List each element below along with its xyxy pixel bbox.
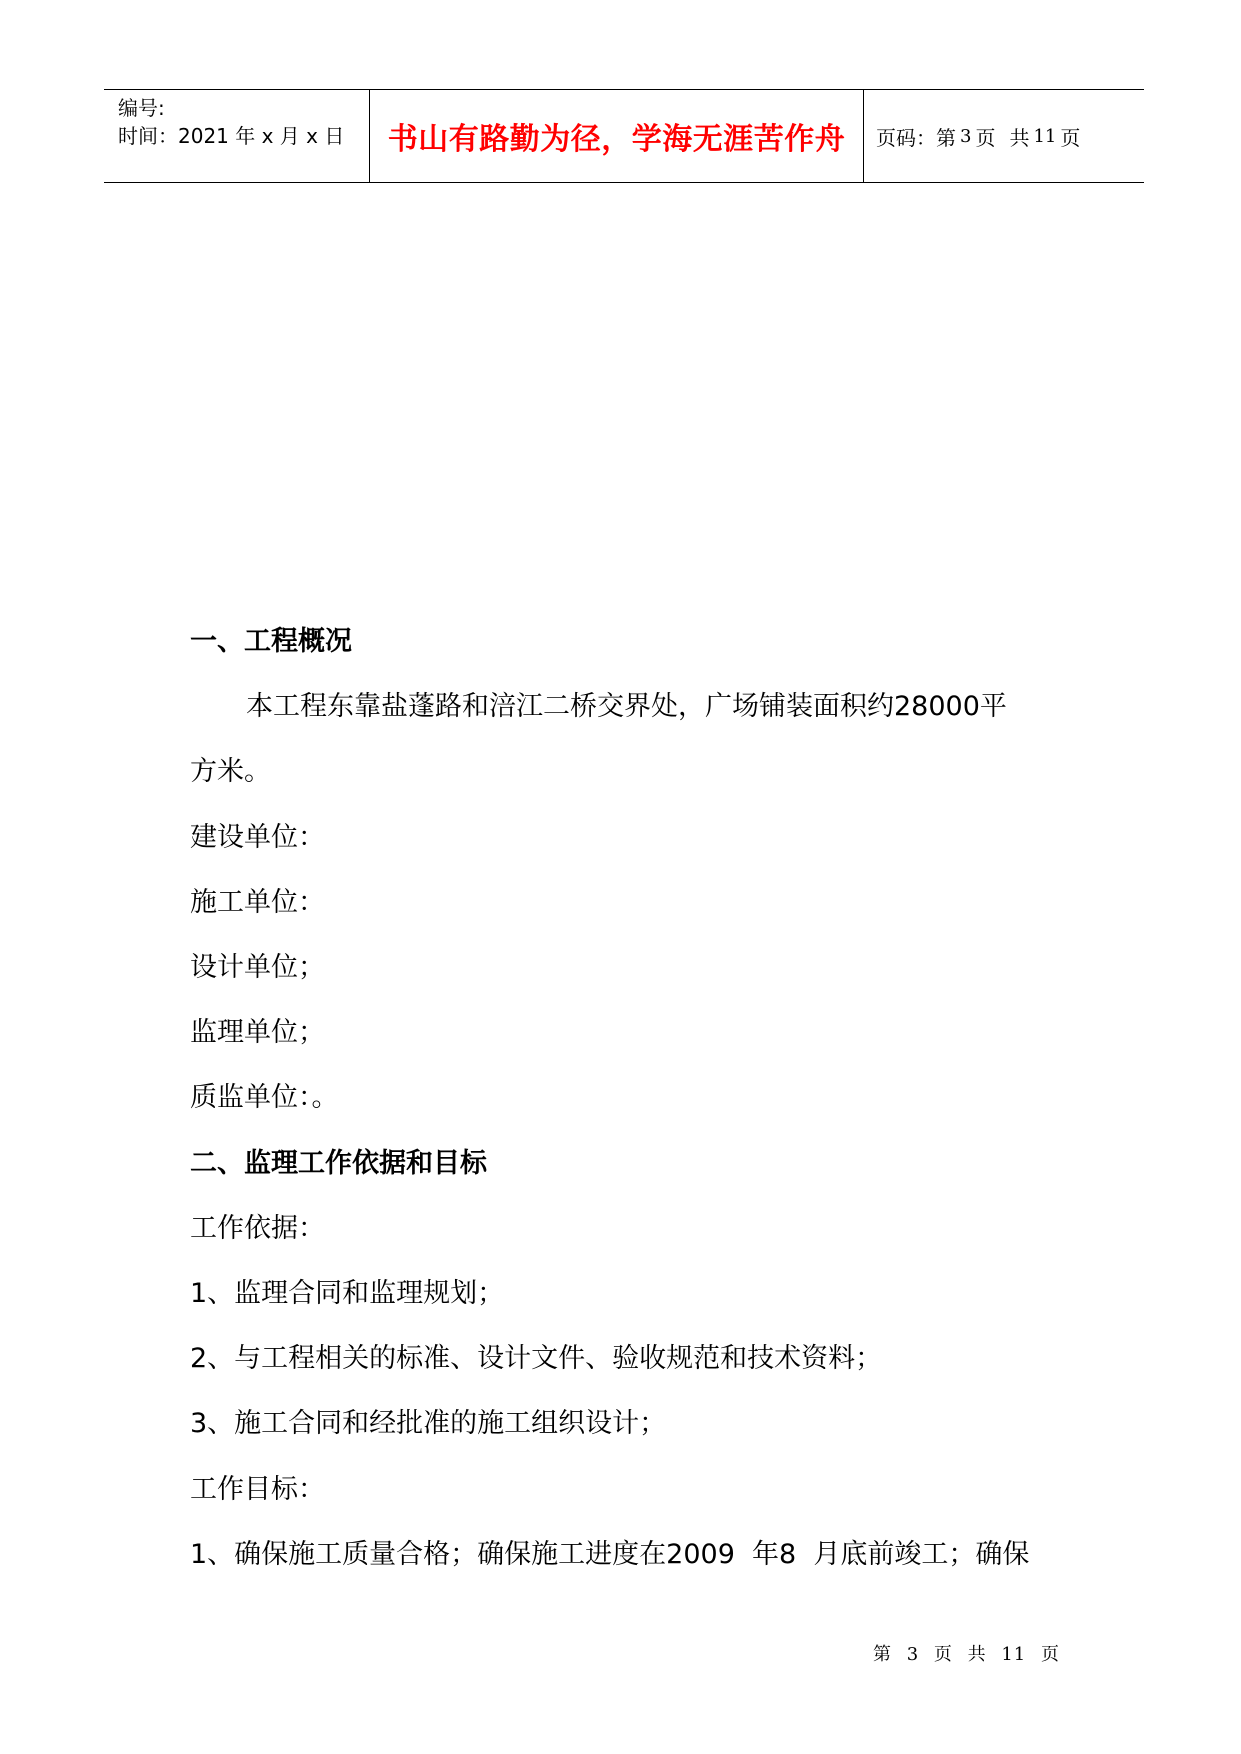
list-item: 1、监理合同和监理规划； [190, 1278, 505, 1310]
footer-total-pages: 11 [1001, 1644, 1027, 1665]
goal-label: 工作目标： [190, 1473, 325, 1505]
footer-total-prefix: 共 [967, 1644, 987, 1665]
basis-label: 工作依据： [190, 1212, 325, 1244]
serial-number-label: 编号: [118, 96, 165, 120]
paragraph-line: 方米。 [190, 756, 271, 788]
section-heading-basis-goals: 二、监理工作依据和目标 [190, 1147, 487, 1179]
page-total: 11 [1033, 125, 1057, 147]
header-meta-cell [104, 90, 370, 182]
footer-first: 第 [872, 1644, 892, 1665]
page-header [104, 89, 1144, 183]
list-item: 3、施工合同和经批准的施工组织设计； [190, 1408, 667, 1440]
document-body [190, 609, 1070, 1587]
page-total-unit: 页 [1060, 125, 1081, 150]
page-footer [0, 1640, 1060, 1666]
page-unit: 页 [975, 125, 996, 150]
page-prefix: 页码：第 [876, 125, 956, 150]
paragraph-line: 本工程东靠盐蓬路和涪江二桥交界处，广场铺装面积约28000平 [246, 691, 1007, 723]
header-motto: 书山有路勤为径，学海无涯苦作舟 [370, 90, 864, 182]
owner-unit-label: 建设单位： [190, 821, 325, 853]
date-label: 时间：2021 年 x 月 x 日 [118, 124, 345, 148]
designer-unit-label: 设计单位； [190, 952, 325, 984]
list-item: 2、与工程相关的标准、设计文件、验收规范和技术资料； [190, 1343, 883, 1375]
contractor-unit-label: 施工单位： [190, 886, 325, 918]
header-page-info [864, 90, 1144, 182]
page-current: 3 [960, 125, 972, 147]
quality-unit-label: 质监单位：。 [190, 1082, 339, 1114]
page-total-prefix: 共 [1009, 125, 1030, 150]
section-heading-project-overview: 一、工程概况 [190, 626, 352, 657]
list-item: 1、确保施工质量合格；确保施工进度在2009 年8 月底前竣工；确保 [190, 1538, 1030, 1570]
supervisor-unit-label: 监理单位； [190, 1017, 325, 1049]
footer-page: 页 [933, 1644, 953, 1665]
footer-current-page: 3 [906, 1644, 920, 1665]
footer-total-unit: 页 [1041, 1644, 1060, 1665]
